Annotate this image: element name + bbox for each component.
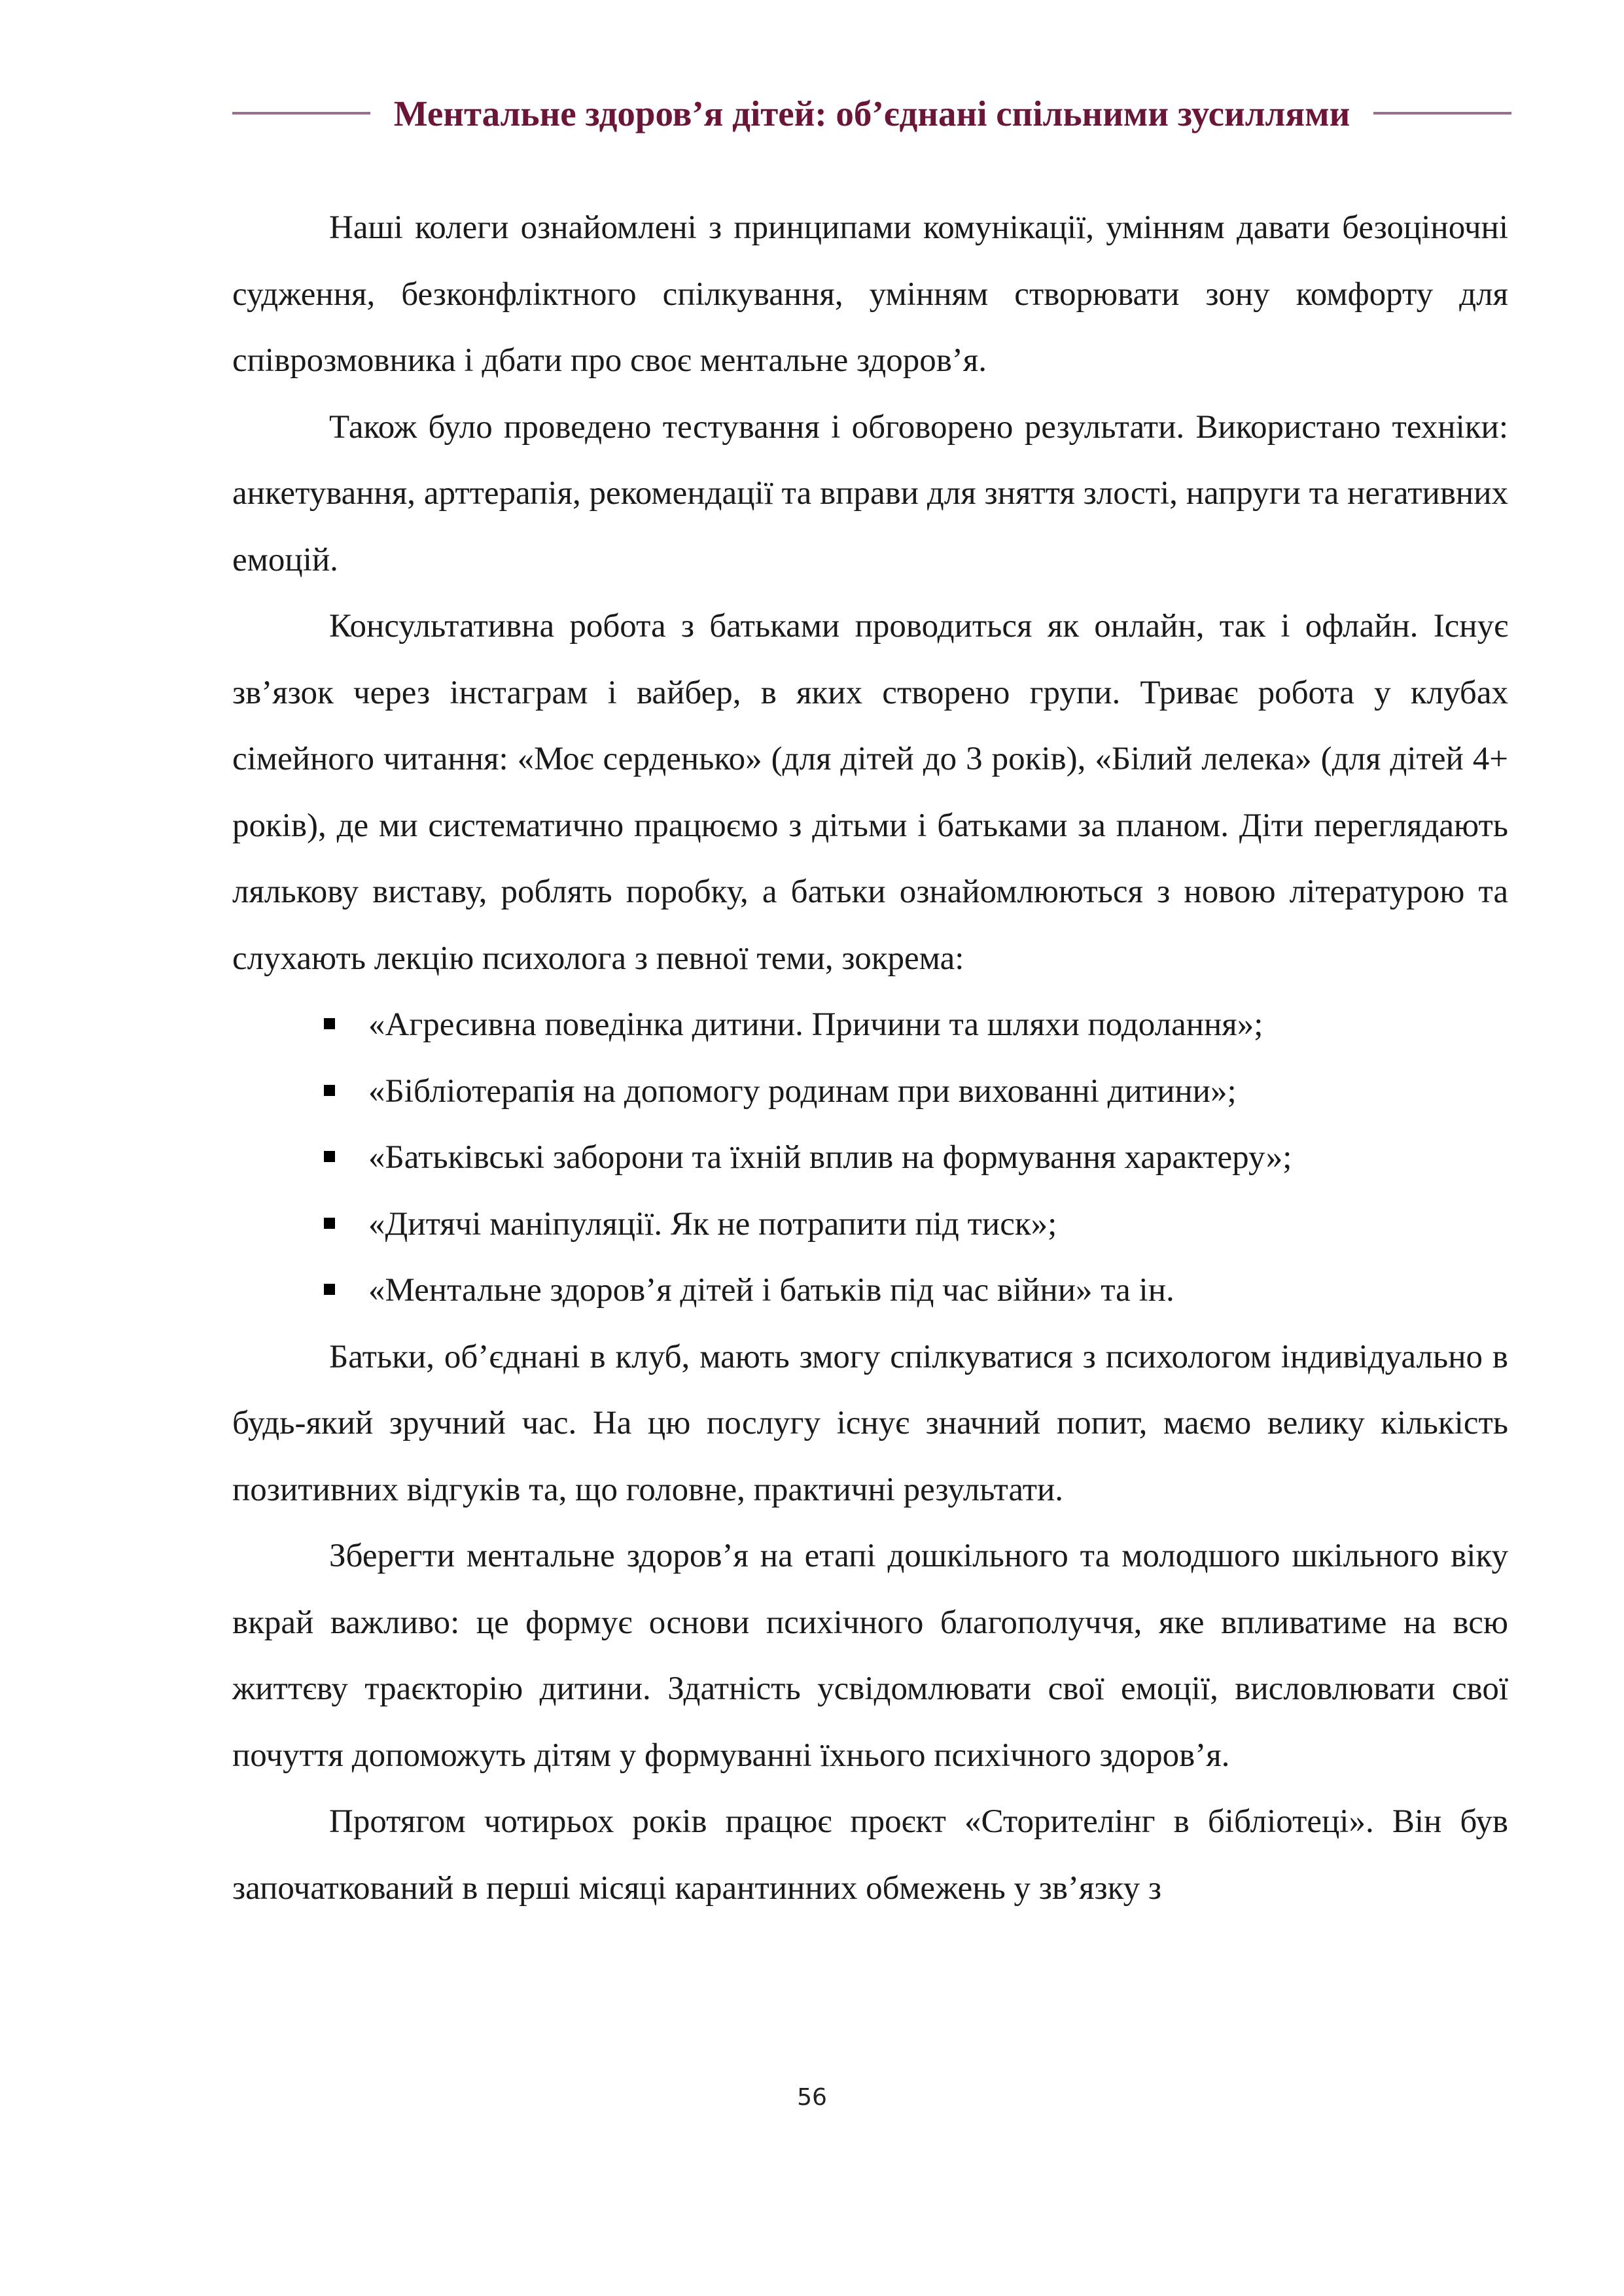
- list-item: [232, 992, 1508, 1059]
- header-rule-right: [1373, 112, 1511, 115]
- paragraph-5: Зберегти ментальне здоров’я на етапі дошкільного та молодшого шкільного віку вкрай важливо: це формує основи психічного благополуччя, яке впливатиме на всю життєву траєкторію дитини. Здатність усвідомлювати свої емоції, висловлювати свої почуття допоможуть дітям у формуванні їхнього психічного здоров’я.: [232, 1538, 1508, 1774]
- header-rule-left: [232, 112, 370, 115]
- running-header: [232, 90, 1511, 136]
- header-title: Ментальне здоров’я дітей: об’єднані спільними зусиллями: [393, 93, 1350, 133]
- square-bullet-icon: [324, 1085, 335, 1096]
- list-item: [232, 1258, 1508, 1324]
- paragraph-6: Протягом чотирьох років працює проєкт «Сторителінг в бібліотеці». Він був започаткований в перші місяці карантинних обмежень у зв’язку з: [232, 1803, 1508, 1907]
- lecture-topics-list: [232, 992, 1508, 1324]
- paragraph-1: Наші колеги ознайомлені з принципами комунікації, умінням давати безоціночні судження, безконфліктного спілкування, умінням створювати зону комфорту для співрозмовника і дбати про своє ментальне здоров’я.: [232, 209, 1508, 379]
- list-item-text: «Батьківські заборони та їхній вплив на формування характеру»;: [368, 1139, 1292, 1176]
- list-item: [232, 1192, 1508, 1258]
- list-item: [232, 1059, 1508, 1125]
- page-body: [232, 195, 1508, 1922]
- list-item-text: «Бібліотерапія на допомогу родинам при вихованні дитини»;: [368, 1072, 1237, 1110]
- square-bullet-icon: [324, 1284, 335, 1295]
- list-item: [232, 1125, 1508, 1192]
- square-bullet-icon: [324, 1218, 335, 1229]
- square-bullet-icon: [324, 1151, 335, 1162]
- paragraph-3: Консультативна робота з батьками проводиться як онлайн, так і офлайн. Існує зв’язок через інстаграм і вайбер, в яких створено групи. Триває робота у клубах сімейного читання: «Моє серденько» (для дітей до 3 років), «Білий лелека» (для дітей 4+ років), де ми систематично працюємо з дітьми і батьками за планом. Діти переглядають лялькову виставу, роблять поробку, а батьки ознайомлюються з новою літературою та слухають лекцію психолога з певної теми, зокрема:: [232, 608, 1508, 977]
- square-bullet-icon: [324, 1018, 335, 1029]
- list-item-text: «Дитячі маніпуляції. Як не потрапити під тиск»;: [368, 1205, 1057, 1243]
- list-item-text: «Ментальне здоров’я дітей і батьків під час війни» та ін.: [368, 1272, 1174, 1309]
- page-number: 56: [797, 2084, 827, 2111]
- paragraph-2: Також було проведено тестування і обговорено результати. Використано техніки: анкетування, арттерапія, рекомендації та вправи для зняття злості, напруги та негативних емоцій.: [232, 408, 1508, 578]
- list-item-text: «Агресивна поведінка дитини. Причини та шляхи подолання»;: [368, 1006, 1263, 1043]
- paragraph-4: Батьки, об’єднані в клуб, мають змогу спілкуватися з психологом індивідуально в будь-який зручний час. На цю послугу існує значний попит, маємо велику кількість позитивних відгуків та, що головне, практичні результати.: [232, 1338, 1508, 1508]
